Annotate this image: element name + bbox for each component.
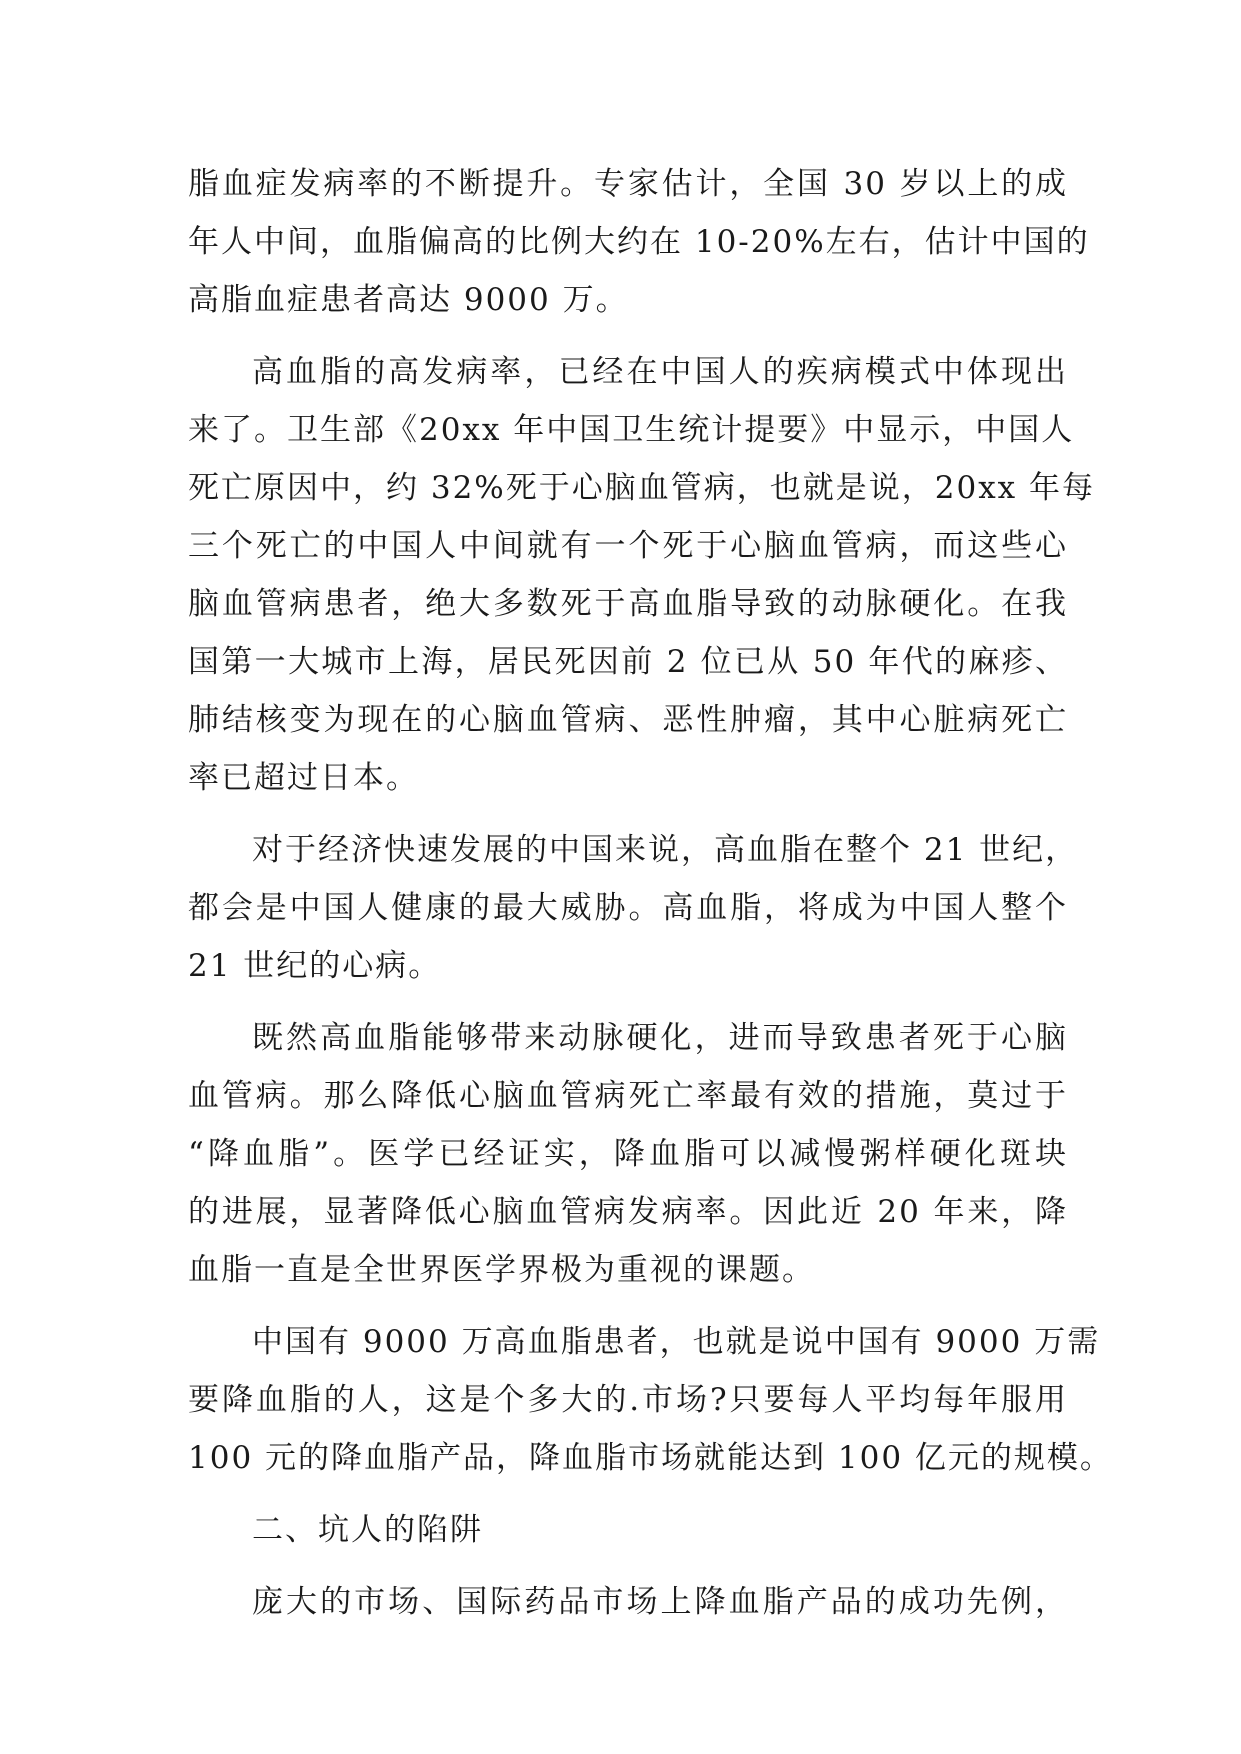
paragraph-line: 庞大的市场、国际药品市场上降血脂产品的成功先例， [252, 1584, 1068, 1620]
paragraph-line: 高脂血症患者高达 9000 万。 [188, 282, 629, 318]
paragraph-line: 血管病。那么降低心脑血管病死亡率最有效的措施，莫过于 [188, 1078, 1068, 1114]
paragraph-line: 脂血症发病率的不断提升。专家估计，全国 30 岁以上的成 [188, 166, 1068, 202]
paragraph-line: 脑血管病患者，绝大多数死于高血脂导致的动脉硬化。在我 [188, 586, 1068, 622]
section-heading: 二、坑人的陷阱 [252, 1512, 483, 1548]
paragraph-line: 死亡原因中，约 32%死于心脑血管病，也就是说，20xx 年每 [188, 470, 1096, 506]
document-body [188, 155, 1113, 1631]
paragraph-line: 率已超过日本。 [188, 760, 419, 796]
paragraph-line: 三个死亡的中国人中间就有一个死于心脑血管病，而这些心 [188, 528, 1068, 564]
paragraph-line: 国第一大城市上海，居民死因前 2 位已从 50 年代的麻疹、 [188, 644, 1068, 680]
paragraph-line: 对于经济快速发展的中国来说，高血脂在整个 21 世纪， [252, 832, 1079, 868]
paragraph-line: 肺结核变为现在的心脑血管病、恶性肿瘤，其中心脏病死亡 [188, 702, 1068, 738]
paragraph-line: 年人中间，血脂偏高的比例大约在 10-20%左右，估计中国的 [188, 224, 1090, 260]
paragraph-line: 高血脂的高发病率，已经在中国人的疾病模式中体现出 [252, 354, 1068, 390]
paragraph-line: 要降血脂的人，这是个多大的.市场?只要每人平均每年服用 [188, 1382, 1068, 1418]
paragraph-line: 100 元的降血脂产品，降血脂市场就能达到 100 亿元的规模。 [188, 1440, 1113, 1476]
paragraph-line: 中国有 9000 万高血脂患者，也就是说中国有 9000 万需 [252, 1324, 1101, 1360]
paragraph-line: 的进展，显著降低心脑血管病发病率。因此近 20 年来，降 [188, 1194, 1068, 1230]
paragraph-line: 都会是中国人健康的最大威胁。高血脂，将成为中国人整个 [188, 890, 1068, 926]
paragraph-line: 既然高血脂能够带来动脉硬化，进而导致患者死于心脑 [252, 1020, 1068, 1056]
paragraph-line: 来了。卫生部《20xx 年中国卫生统计提要》中显示，中国人 [188, 412, 1075, 448]
paragraph-line: “降血脂”。医学已经证实，降血脂可以减慢粥样硬化斑块 [188, 1136, 1068, 1172]
paragraph-line: 21 世纪的心病。 [188, 948, 442, 984]
paragraph-line: 血脂一直是全世界医学界极为重视的课题。 [188, 1252, 815, 1288]
